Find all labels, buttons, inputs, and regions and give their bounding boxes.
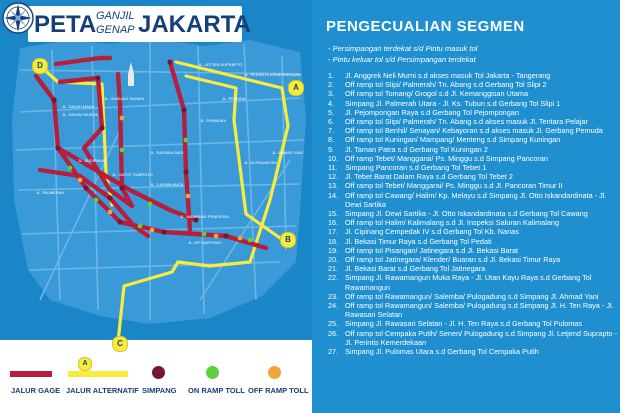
segment-item: [328, 99, 618, 108]
segment-text: Off ramp tol Slipi/ Palmerah/ Tn. Abang s.d Gerbang Tol Slipi 2: [345, 80, 547, 90]
map-graphic: [0, 0, 312, 340]
segment-text: Jl. Taman Patra s.d Gerbang Tol Kuningan 2: [345, 144, 488, 154]
segment-number: 10.: [328, 153, 339, 163]
segment-text: Off ramp tol Cawang/ Halim/ Kp. Melayu s.d Simpang Jl. Otto Iskandardinata - Jl. Dewi Sartika: [345, 190, 607, 209]
segment-text: Off ramp tol Benhil/ Senayan/ Kebayoran s.d akses masuk Jl. Gerbang Pemuda: [345, 126, 603, 136]
map-label: JL. RASUNA SAID: [150, 150, 184, 155]
map-label: JL. GATOT SUBROTO: [112, 172, 153, 177]
title-word-ganjil: GANJIL: [96, 10, 135, 22]
segment-item: [328, 209, 618, 218]
segment-item: [328, 163, 618, 172]
segment-item: [328, 246, 618, 255]
segment-text: Off ramp tol Kuningan/ Mampang/ Menteng s.d Simpang Kuningan: [345, 135, 561, 145]
segment-text: Simpang Jl. Rawamangun Muka Raya - Jl. Utan Kayu Raya s.d Gerbang Tol Rawamangun: [345, 273, 592, 292]
panel-title: PENGECUALIAN SEGMEN: [326, 18, 525, 35]
segment-text: Off ramp tol Rawamangun/ Salemba/ Pulogadung s.d Simpang Jl. Ahmad Yani: [345, 291, 599, 301]
on-ramp-dot: [206, 366, 219, 379]
segment-text: Off ramp tol Pisangan/ Jatinegara s.d Jl. Bekasi Barat: [345, 245, 519, 255]
segment-text: Off ramp tol Jatinegara/ Klender/ Buaran s.d Jl. Bekasi Timur Raya: [345, 255, 561, 265]
segment-item: [328, 117, 618, 126]
segment-number: 21.: [328, 264, 339, 274]
segment-number: 4.: [328, 98, 335, 108]
segment-text: Simpang Pancoran s.d Gerbang Tol Tebet 1: [345, 163, 487, 173]
segment-text: Jl. Pejompongan Raya s.d Gerbang Tol Pejompongan: [345, 107, 519, 117]
segment-number: 15.: [328, 209, 339, 219]
gage-swatch: [10, 371, 52, 377]
segment-text: Jl. Bekasi Barat s.d Gerbang Tol Jatinegara: [345, 264, 486, 274]
segment-item: [328, 218, 618, 227]
segment-number: 12.: [328, 172, 339, 182]
segment-item: [328, 145, 618, 154]
segment-number: 23.: [328, 291, 339, 301]
off-ramp-dot: [268, 366, 281, 379]
simpang-dot: [152, 366, 165, 379]
segment-text: Off ramp tol Halim/ Kalimalang s.d Jl. Inspeksi Saluran Kalimalang: [345, 218, 560, 228]
segment-item: [328, 227, 618, 236]
route-marker-a[interactable]: A: [288, 80, 304, 96]
segment-number: 9.: [328, 144, 335, 154]
segment-text: Off ramp tol Cempaka Putih/ Senen/ Pulogadung s.d Simpang Jl. Letjend Suprapto - Jl. Perintis Kemerdekaan: [345, 328, 618, 347]
legend-on-ramp: ON RAMP TOLL: [184, 340, 244, 413]
map-label: JL. DI PANJAITAN: [244, 160, 277, 165]
segment-text: Off ramp tol Rawamangun/ Salemba/ Pulogadung s.d Simpang Jl. H. Ten Raya - Jl. Rawasari Selatan: [345, 301, 614, 320]
panel-note: - Pintu keluar tol s/d Persimpangan terdekat: [328, 55, 476, 64]
segment-item: [328, 255, 618, 264]
segment-number: 14.: [328, 190, 339, 200]
segment-text: Simpang Jl. Pulomas Utara s.d Gerbang Tol Cempaka Putih: [345, 347, 539, 357]
map-label: JL. HAYAM WURUK: [62, 112, 99, 117]
route-marker-b[interactable]: B: [280, 232, 296, 248]
segment-item: [328, 89, 618, 98]
segment-number: 19.: [328, 245, 339, 255]
route-marker-d[interactable]: D: [32, 58, 48, 74]
segment-number: 27.: [328, 347, 339, 357]
map-label: JL. MAMPANG PRAPATAN: [180, 214, 229, 219]
title-word-peta: PETA: [34, 11, 97, 38]
segment-number: 5.: [328, 107, 335, 117]
legend-simpang: SIMPANG: [138, 340, 184, 413]
segment-number: 13.: [328, 181, 339, 191]
segment-number: 25.: [328, 319, 339, 329]
segment-item: [328, 126, 618, 135]
segment-number: 16.: [328, 218, 339, 228]
map-label: JL. PERINTIS KEMERDEKAAN: [244, 72, 301, 77]
segment-number: 3.: [328, 89, 335, 99]
segment-number: 8.: [328, 135, 335, 145]
segment-text: Jl. Tebet Barat Dalam Raya s.d Gerbang Tol Tebet 2: [345, 172, 513, 182]
map-label: JL. PRAMUKA: [200, 118, 227, 123]
map-label: JL. CASABLANCA: [150, 182, 184, 187]
map-label: JL. GUNUNG SAHARI: [104, 96, 145, 101]
segment-number: 7.: [328, 126, 335, 136]
segment-item: [328, 172, 618, 181]
segment-text: Jl. Anggrek Neli Murni s.d akses masuk Tol Jakarta - Tangerang: [345, 71, 551, 80]
segment-item: [328, 329, 618, 347]
segment-number: 11.: [328, 163, 338, 173]
segment-item: [328, 71, 618, 80]
compass-icon: [0, 0, 36, 36]
segment-number: 26.: [328, 328, 339, 338]
map-label: JL. LETJEN SUPRAPTO: [198, 62, 243, 67]
segment-text: Off ramp tol Tomang/ Grogol s.d Jl. Kemanggisan Utama: [345, 89, 529, 99]
map-legend: [0, 340, 312, 413]
segment-item: [328, 181, 618, 190]
segment-item: [328, 301, 618, 319]
segment-text: Jl. Bekasi Timur Raya s.d Gerbang Tol Pedati: [345, 236, 492, 246]
map-title: [28, 6, 251, 42]
segment-item: [328, 191, 618, 209]
legend-alternatif: A JALUR ALTERNATIF: [62, 340, 134, 413]
segment-number: 18.: [328, 236, 339, 246]
segment-item: [328, 108, 618, 117]
segment-number: 2.: [328, 80, 335, 90]
title-word-jakarta: JAKARTA: [138, 11, 251, 38]
segment-item: [328, 273, 618, 291]
panel-note: - Persimpangan terdekat s/d Pintu masuk tol: [328, 44, 478, 53]
segment-item: [328, 135, 618, 144]
segment-list: [328, 71, 618, 356]
map-label: JL. MT HARYONO: [188, 240, 222, 245]
title-word-genap: GENAP: [96, 24, 135, 36]
segment-text: Off ramp Tebet/ Manggarai/ Ps. Minggu s.d Simpang Pancoran: [345, 153, 548, 163]
segment-text: Simpang Jl. Dewi Sartika - Jl. Otto Iskandardinata s.d Gerbang Tol Cawang: [345, 209, 588, 219]
map-label: JL. AHMAD YANI: [272, 150, 303, 155]
segment-item: [328, 319, 618, 328]
segment-item: [328, 292, 618, 301]
segment-item: [328, 347, 618, 356]
segment-item: [328, 264, 618, 273]
map-label: JL. GAJAH MADA: [62, 104, 95, 109]
legend-gage: JALUR GAGE: [0, 340, 60, 413]
segment-text: Simpang Jl. Rawasari Selatan - Jl. H. Ten Raya s.d Gerbang Tol Pulomas: [345, 319, 582, 329]
map-label: JL. PALMERAH: [36, 190, 65, 195]
segment-item: [328, 80, 618, 89]
alternatif-marker: A: [78, 357, 92, 371]
segment-text: Off ramp tol Tebet/ Manggarai/ Ps. Minggu s.d Jl. Pancoran Timur II: [345, 181, 563, 191]
map-label: JL. SUDIRMAN: [78, 158, 106, 163]
segment-item: [328, 237, 618, 246]
segment-text: Off ramp tol Slipi/ Palmerah/ Tn. Abang s.d akses masuk Jl. Tentara Pelajar: [345, 117, 588, 127]
segment-number: 22.: [328, 273, 339, 283]
segment-text: Simpang Jl. Palmerah Utara - Jl. Ks. Tubun s.d Gerbang Tol Slipi 1: [345, 98, 561, 108]
segment-number: 20.: [328, 255, 339, 265]
legend-off-ramp: OFF RAMP TOLL: [246, 340, 312, 413]
segment-item: [328, 154, 618, 163]
segment-text: Jl. Cipinang Cempedak IV s.d Gerbang Tol Kb. Nanas: [345, 227, 519, 237]
segment-number: 1.: [328, 71, 335, 80]
segment-number: 24.: [328, 301, 339, 311]
map-label: JL. PEMUDA: [222, 96, 246, 101]
exception-panel: [314, 0, 620, 413]
route-marker-c[interactable]: C: [112, 336, 128, 352]
segment-number: 17.: [328, 227, 339, 237]
alternatif-swatch: [68, 371, 128, 377]
segment-number: 6.: [328, 117, 335, 127]
